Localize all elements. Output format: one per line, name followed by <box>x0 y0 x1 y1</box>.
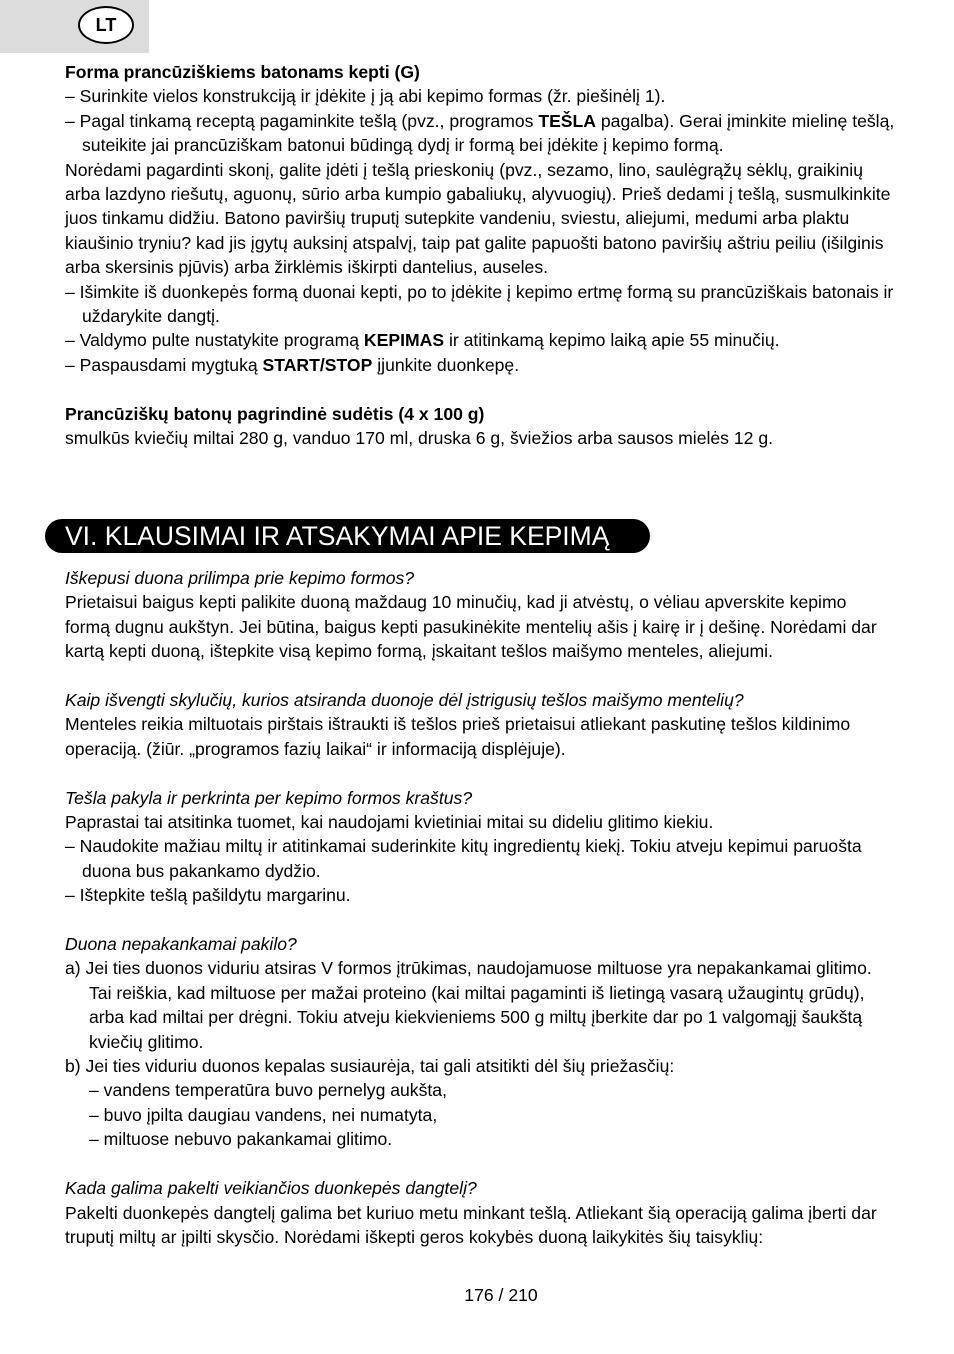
instruction-item: – Surinkite vielos konstrukciją ir įdėkite į ją abi kepimo formas (žr. piešinėlį 1). <box>65 86 666 107</box>
faq-question: Duona nepakankamai pakilo? <box>65 934 297 955</box>
section-title-banner: VI. KLAUSIMAI IR ATSAKYMAI APIE KEPIMĄ <box>45 519 650 553</box>
page-number: 176 / 210 <box>464 1285 538 1305</box>
faq-question: Kada galima pakelti veikiančios duonkepės dangtelį? <box>65 1178 477 1199</box>
faq-question: Kaip išvengti skylučių, kurios atsiranda duonoje dėl įstrigusių tešlos maišymo mentelių? <box>65 690 744 711</box>
faq-question: Tešla pakyla ir perkrinta per kepimo formos kraštus? <box>65 787 473 808</box>
language-badge: LT <box>78 6 134 44</box>
paragraph: Norėdami pagardinti skonį, galite įdėti į tešlą prieskonių (pvz., sezamo, lino, saulėgrąžų sėklų, graikinių arba lazdyno riešutų, aguonų, sūrio arba kumpio gabaliukų, alyvuogių). Prieš dedami į tešlą, susmulkinkite juos tinkamu didžiu. Batono paviršių truputį sutepkite vandeniu, sviestu, aliejumi, medumi arba plaktu kiaušinio tryniu? kad jis įgytų auksinį atspalvį, taip pat galite papuošti batono paviršių aštriu peiliu (išilginis arba skersinis pjūvis) arba žirklėmis iškirpti dantelius, auseles. <box>65 159 891 278</box>
recipe-ingredients: smulkūs kviečių miltai 280 g, vanduo 170 ml, druska 6 g, šviežios arba sausos mielės 12 g. <box>65 428 774 449</box>
recipe-heading: Prancūziškų batonų pagrindinė sudėtis (4 x 100 g) <box>65 403 485 424</box>
instruction-item: – Valdymo pulte nustatykite programą KEPIMAS ir atitinkamą kepimo laiką apie 55 minučių. <box>65 330 780 351</box>
instruction-item: – Pagal tinkamą receptą pagaminkite tešlą (pvz., programos TEŠLA pagalba). Gerai įminkite mielinę tešlą, suteikite jai prancūziškam batonui būdingą dydį ir formą bei įdėkite į kepimo formą. <box>65 110 895 156</box>
faq-answer-item: a) Jei ties duonos viduriu atsiras V formos įtrūkimas, naudojamuose miltuose yra nepakankamai glitimo. Tai reiškia, kad miltuose per mažai proteino (kai miltai pagaminti iš lietingą vasarą užaugintų grūdų), arba kad miltai per drėgni. Tokiu atveju kiekvieniems 500 g miltų įberkite dar po 1 valgomąjį šaukštą kviečių glitimo. <box>65 958 872 1052</box>
section-heading: Forma prancūziškiems batonams kepti (G) <box>65 62 420 82</box>
faq-answer: Prietaisui baigus kepti palikite duoną maždaug 10 minučių, kad ji atvėstų, o vėliau apverskite kepimo formą dugnu aukštyn. Jei būtina, baigus kepti pasukinėkite mentelių ašis į kairę ir į dešinę. Norėdami dar kartą kepti duoną, ištepkite visą kepimo formą, įskaitant tešlos maišymo menteles, aliejumi. <box>65 592 877 662</box>
faq-answer-item: – Naudokite mažiau miltų ir atitinkamai suderinkite kitų ingredientų kiekį. Tokiu atveju kepimui paruošta duona bus pakankamo dydžio. <box>65 836 862 881</box>
current-page: 176 <box>464 1285 494 1305</box>
faq-answer-subitem: – miltuose nebuvo pakankamai glitimo. <box>89 1129 393 1150</box>
faq-question: Iškepusi duona prilimpa prie kepimo formos? <box>65 568 415 588</box>
faq-answer: Pakelti duonkepės dangtelį galima bet kuriuo metu minkant tešlą. Atliekant šią operaciją galima įberti dar truputį miltų ar įpilti skysčio. Norėdami iškepti geros kokybės duoną laikykitės šių taisyklių: <box>65 1202 877 1247</box>
faq-answer-item: b) Jei ties viduriu duonos kepalas susiaurėja, tai gali atsitikti dėl šių priežasčių: <box>65 1056 675 1077</box>
language-tab <box>0 0 149 53</box>
faq-answer-subitem: – vandens temperatūra buvo pernelyg aukšta, <box>89 1080 447 1101</box>
faq-answer-item: – Ištepkite tešlą pašildytu margarinu. <box>65 885 351 906</box>
faq-answer-subitem: – buvo įpilta daugiau vandens, nei numatyta, <box>89 1104 438 1125</box>
instruction-item: – Paspausdami mygtuką START/STOP įjunkite duonkepę. <box>65 354 520 375</box>
faq-answer: Menteles reikia miltuotais pirštais ištraukti iš tešlos prieš prietaisui atliekant paskutinę tešlos kildinimo operaciją. (žiūr. „programos fazių laikai“ ir informaciją displėjuje). <box>65 714 851 759</box>
french-baguette-section <box>65 60 895 450</box>
faq-answer: Paprastai tai atsitinka tuomet, kai naudojami kvietiniai mitai su dideliu glitimo kiekiu. <box>65 812 714 833</box>
instruction-item: – Išimkite iš duonkepės formą duonai kepti, po to įdėkite į kepimo ertmę formą su prancūziškais batonais ir uždarykite dangtį. <box>65 281 894 327</box>
total-pages: 210 <box>508 1285 538 1305</box>
faq-section <box>65 566 895 1249</box>
